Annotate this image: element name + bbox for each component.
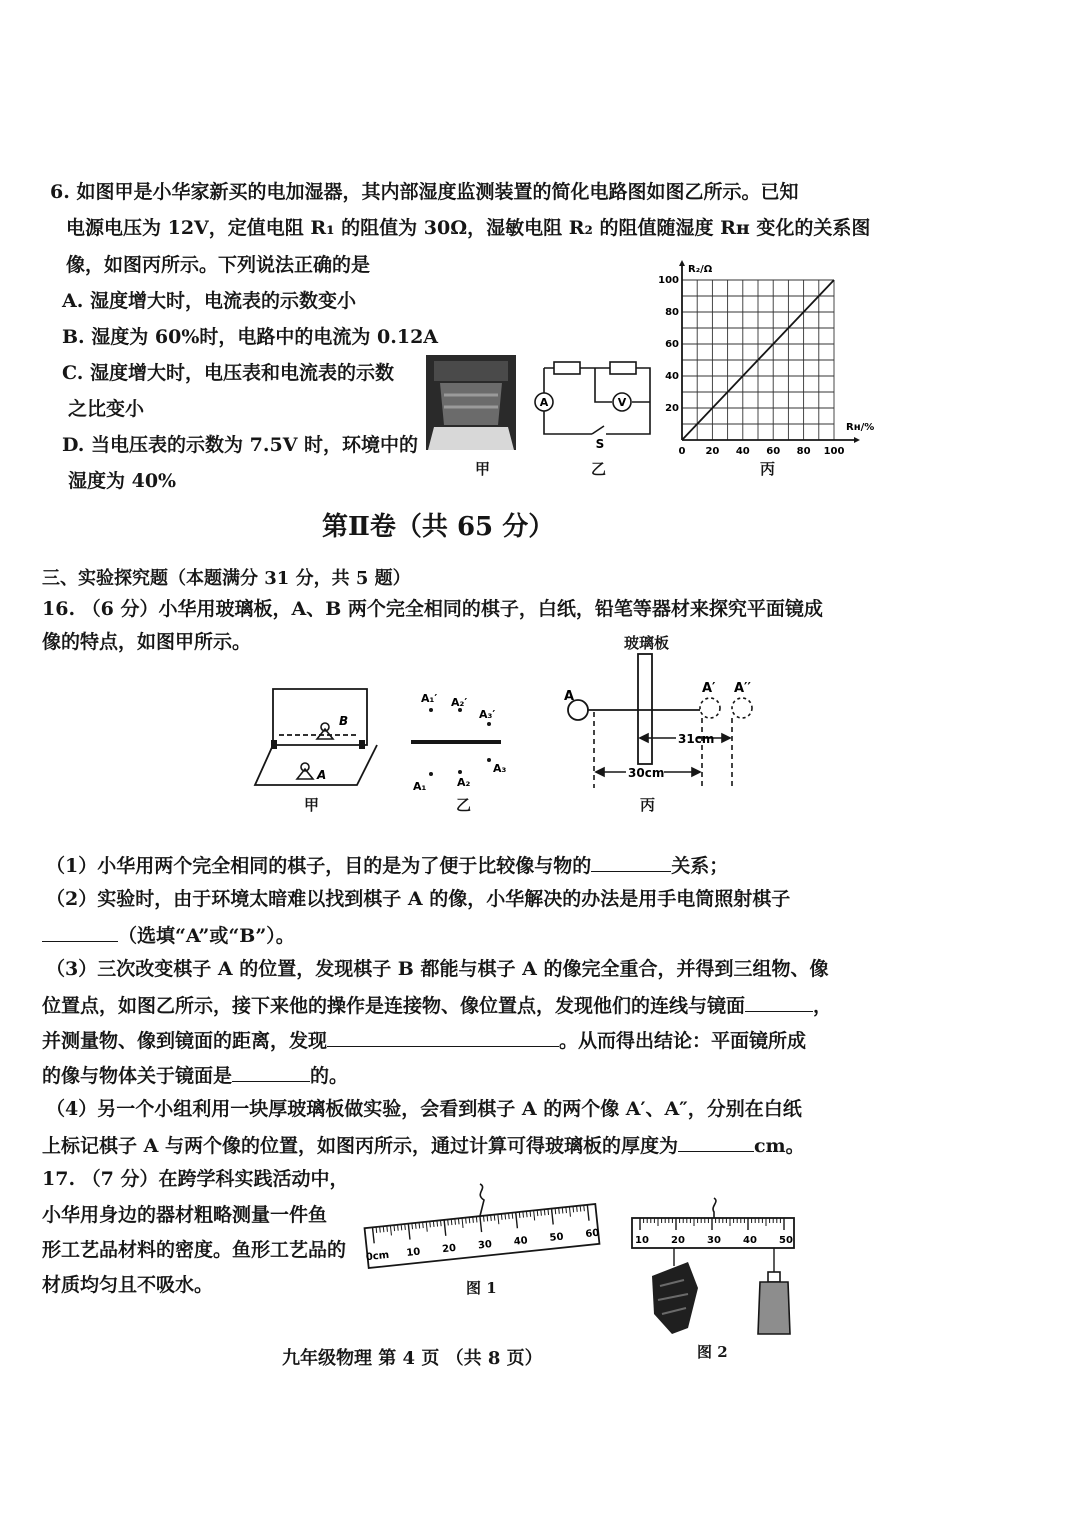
ruler-tick	[423, 1222, 424, 1228]
ruler-tick-label: 40	[743, 1235, 757, 1246]
ruler-tick	[555, 1208, 556, 1214]
q15-line2: 电源电压为 12V，定值电阻 R₁ 的阻值为 30Ω，湿敏电阻 R₂ 的阻值随湿度 Rʜ 变化的关系图	[66, 217, 871, 239]
q15-option-b: B. 湿度为 60%时，电路中的电流为 0.12A	[62, 326, 439, 348]
point-pairs-figure	[405, 680, 515, 795]
string-icon	[480, 1184, 484, 1216]
fish-artwork-icon	[652, 1262, 698, 1334]
ruler-tick	[519, 1212, 520, 1218]
q16-part3-line3: 并测量物、像到镜面的距离，发现 。从而得出结论：平面镜所成	[42, 1030, 807, 1052]
q15-caption-bing: 丙	[760, 460, 776, 478]
svg-text:A₃: A₃	[493, 762, 507, 775]
q16-part2-line2: （选填“A”或“B”）。	[42, 925, 295, 946]
x-tick-label: 40	[735, 446, 750, 457]
x-tick-label: 80	[796, 446, 811, 457]
ruler-tick	[451, 1219, 452, 1225]
ruler-tick-label: 10	[405, 1246, 421, 1259]
ruler-tick-label: 20	[671, 1235, 685, 1246]
ruler-tick	[383, 1226, 384, 1232]
page-footer: 九年级物理 第 4 页 （共 8 页）	[282, 1348, 543, 1369]
ruler-tick	[483, 1216, 484, 1222]
ruler-tick-label: 10	[635, 1235, 649, 1246]
resistor-r2	[610, 362, 636, 374]
q15-option-c-line1: C. 湿度增大时，电压表和电流表的示数	[62, 362, 395, 384]
ruler-tick	[523, 1212, 524, 1218]
circuit-diagram	[530, 352, 660, 451]
x-tick-label: 0	[678, 446, 686, 457]
section3-title: 三、实验探究题（本题满分 31 分，共 5 题）	[42, 568, 411, 589]
q16-caption-bing: 丙	[640, 796, 656, 814]
ruler-tick	[544, 1209, 545, 1215]
ruler-tick	[412, 1223, 413, 1229]
ruler-tick	[448, 1219, 449, 1225]
ruler-figure-2	[628, 1196, 798, 1344]
q16-part4-line2: 上标记棋子 A 与两个像的位置，如图丙所示，通过计算可得玻璃板的厚度为 cm。	[42, 1135, 805, 1157]
bottle-icon	[758, 1282, 790, 1334]
ruler-tick	[548, 1209, 549, 1215]
svg-text:A₁: A₁	[413, 780, 427, 793]
y-tick-label: 20	[665, 403, 679, 414]
ruler-tick	[430, 1221, 431, 1227]
svg-text:A₁′: A₁′	[421, 692, 438, 705]
x-tick-label: 20	[705, 446, 720, 457]
q15-line3: 像，如图丙所示。下列说法正确的是	[66, 254, 371, 276]
q17-line4: 材质均匀且不吸水。	[42, 1274, 214, 1296]
ruler-tick-label: 50	[779, 1235, 793, 1246]
ruler-figure-1	[362, 1180, 607, 1270]
q16-part3-line2: 位置点，如图乙所示，接下来他的操作是连接物、像位置点，发现他们的连线与镜面 ，	[42, 995, 833, 1017]
q15-caption-yi: 乙	[591, 460, 607, 478]
ruler-tick	[476, 1216, 477, 1222]
q16-line1: 16. （6 分）小华用玻璃板，A、B 两个完全相同的棋子，白纸，铅笔等器材来探究平面镜成	[42, 598, 823, 620]
y-tick-label: 40	[665, 371, 679, 382]
q16-part2-line1: （2）实验时，由于环境太暗难以找到棋子 A 的像，小华解决的办法是用手电筒照射棋子	[46, 888, 791, 910]
svg-text:A₃′: A₃′	[479, 708, 496, 721]
ruler-tick	[505, 1213, 506, 1219]
ruler-tick	[376, 1227, 377, 1233]
ruler-tick-label: 40	[513, 1235, 529, 1248]
ruler-tick	[501, 1214, 502, 1220]
ruler-tick	[387, 1226, 388, 1232]
ruler-tick	[394, 1225, 395, 1231]
ruler-tick	[455, 1219, 456, 1225]
humidifier-photo	[426, 355, 516, 450]
q15-option-d-line1: D. 当电压表的示数为 7.5V 时，环境中的	[62, 434, 419, 456]
y-tick-label: 80	[665, 307, 679, 318]
ruler-tick	[441, 1220, 442, 1226]
svg-text:S: S	[595, 437, 605, 451]
y-axis-arrow	[679, 260, 685, 266]
q15-option-c-line2: 之比变小	[68, 398, 145, 420]
svg-text:V: V	[617, 396, 627, 409]
ruler-tick	[398, 1225, 399, 1231]
ruler-tick	[573, 1206, 574, 1212]
ruler-tick	[487, 1215, 488, 1221]
ruler-tick	[473, 1217, 474, 1223]
q15-line1: 6. 如图甲是小华家新买的电加湿器，其内部湿度监测装置的简化电路图如图乙所示。已知	[50, 181, 799, 203]
x-tick-label: 100	[823, 446, 845, 457]
ruler-tick	[401, 1224, 402, 1230]
x-axis-arrow	[854, 437, 860, 443]
x-axis-label: Rʜ/%	[846, 422, 875, 433]
ruler-tick	[541, 1210, 542, 1216]
ruler-tick	[466, 1218, 467, 1224]
q17-line1: 17. （7 分）在跨学科实践活动中，	[42, 1168, 349, 1190]
y-tick-label: 60	[665, 339, 679, 350]
ruler-tick	[469, 1217, 470, 1223]
svg-text:A: A	[564, 689, 575, 704]
ruler-tick-label: 0cm	[365, 1249, 390, 1264]
svg-text:A′′: A′′	[734, 681, 751, 696]
ruler-tick	[437, 1221, 438, 1227]
ruler-tick	[509, 1213, 510, 1219]
q16-part4-line1: （4）另一个小组利用一块厚玻璃板做实验，会看到棋子 A 的两个像 A′、A″，分别在白纸	[46, 1098, 802, 1120]
svg-text:A₂: A₂	[457, 776, 471, 789]
mirror-setup-figure	[255, 683, 385, 803]
y-tick-label: 100	[658, 275, 679, 286]
q16-caption-yi: 乙	[456, 796, 472, 814]
svg-text:A: A	[539, 396, 549, 409]
q16-part3-line1: （3）三次改变棋子 A 的位置，发现棋子 B 都能与棋子 A 的像完全重合，并得到三组物、像	[46, 958, 829, 980]
q17-line3: 形工艺品材料的密度。鱼形工艺品的	[42, 1239, 347, 1261]
y-axis-label: R₂/Ω	[688, 264, 713, 275]
ruler-tick	[530, 1211, 531, 1217]
ruler-tick	[562, 1207, 563, 1213]
q15-caption-jia: 甲	[475, 460, 491, 478]
q16-part1: （1）小华用两个完全相同的棋子，目的是为了便于比较像与物的 关系；	[46, 855, 729, 877]
resistor-r1	[554, 362, 580, 374]
ruler-tick	[566, 1207, 567, 1213]
q16-caption-jia: 甲	[304, 796, 320, 814]
q17-caption-fig1: 图 1	[466, 1279, 497, 1297]
ruler-tick	[512, 1213, 513, 1219]
q16-part3-line4: 的像与物体关于镜面是 的。	[42, 1065, 349, 1087]
ruler-tick	[491, 1215, 492, 1221]
ruler-tick	[405, 1224, 406, 1230]
q17-caption-fig2: 图 2	[697, 1343, 728, 1361]
ruler-tick	[380, 1227, 381, 1233]
ruler-tick	[433, 1221, 434, 1227]
svg-text:A: A	[317, 768, 327, 782]
ruler-tick	[584, 1205, 585, 1211]
ruler-tick	[419, 1223, 420, 1229]
ruler-tick	[415, 1223, 416, 1229]
glass-plate-label: 玻璃板	[624, 634, 670, 652]
r2-humidity-graph	[658, 248, 875, 458]
svg-text:B: B	[339, 714, 349, 728]
section2-title: 第Ⅱ卷（共 65 分）	[322, 512, 555, 542]
ruler-tick-label: 20	[441, 1242, 457, 1256]
ruler-tick	[577, 1206, 578, 1212]
q15-option-a: A. 湿度增大时，电流表的示数变小	[62, 290, 356, 312]
string-icon	[713, 1198, 716, 1218]
ruler-tick-label: 30	[707, 1235, 721, 1246]
svg-text:A₂′: A₂′	[451, 696, 468, 709]
ruler-tick	[458, 1218, 459, 1224]
ruler-tick	[526, 1211, 527, 1217]
ruler-tick	[494, 1215, 495, 1221]
svg-text:31cm: 31cm	[678, 732, 715, 746]
q17-line2: 小华用身边的器材粗略测量一件鱼	[42, 1204, 328, 1226]
q15-option-d-line2: 湿度为 40%	[68, 470, 177, 492]
q16-line2: 像的特点，如图甲所示。	[42, 631, 252, 653]
ruler-tick	[559, 1208, 560, 1214]
ruler-tick	[537, 1210, 538, 1216]
svg-text:A′: A′	[702, 681, 716, 696]
thick-glass-figure	[560, 652, 770, 792]
ruler-tick-label: 30	[477, 1239, 493, 1252]
ruler-tick	[580, 1206, 581, 1212]
svg-text:30cm: 30cm	[628, 766, 665, 780]
ruler-tick-label: 50	[549, 1231, 565, 1244]
ruler-tick-label: 60	[584, 1227, 600, 1241]
x-tick-label: 60	[766, 446, 781, 457]
